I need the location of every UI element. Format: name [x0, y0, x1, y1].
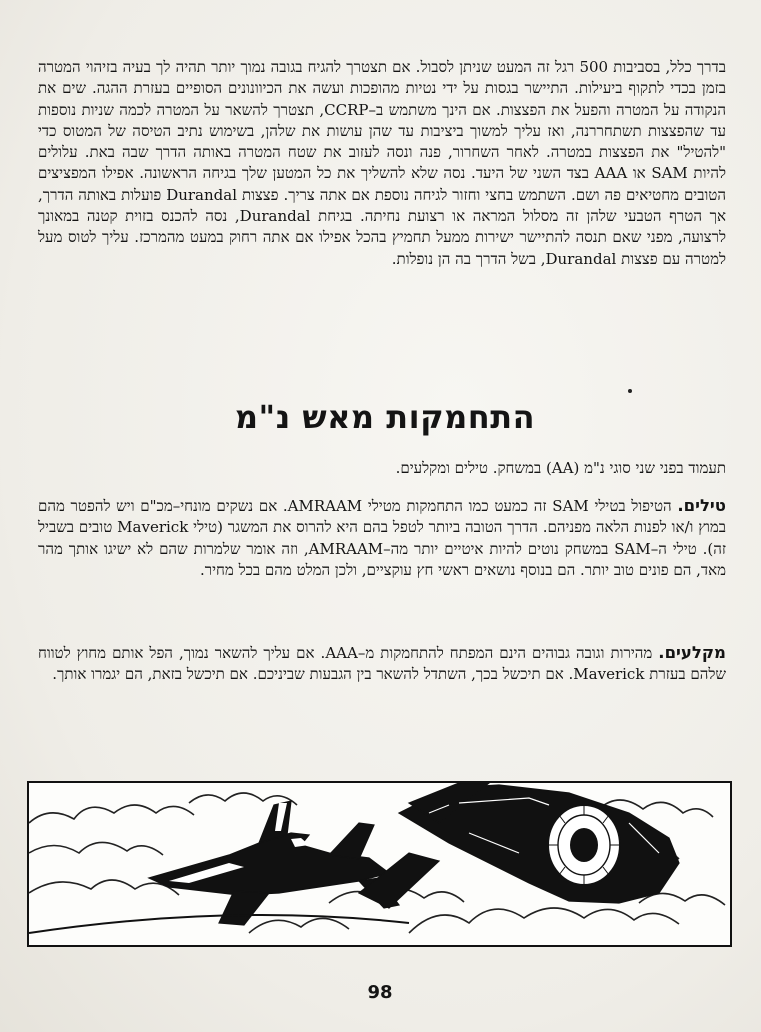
jets-illustration — [27, 781, 732, 947]
section-lead: תעמוד בפני שני סוגי נ"מ (AA) במשחק. טילים ומקלעים. — [395, 459, 726, 477]
stray-mark — [628, 389, 632, 393]
section-title: התחמקות מאש נ"מ — [234, 398, 536, 436]
page-number: 98 — [367, 982, 393, 1003]
missiles-text: הטיפול בטילי SAM זה כמעט כמו התחמקות מטילי AMRAAM. אם נשקים מונחי–מכ"ם ויש להפטר מהם במוץ ו/או לפנות הלאה מפניהם. הדרך הטובה ביותר לטפל בהם היא להרוס את המשגר (טילי Maverick טובים בשביל זה). טילי ה–SAM במשחק נוטים להיות איטיים יותר מה–AMRAAM, וזה אומר שלמרות שהם לא ישיגו אותך מהר מאד, הם פונים טוב יותר. הם בנוסף נושאים ראשי חץ עוקציים, ולכן המלט מהם בכל מחיר. — [38, 497, 727, 579]
missiles-term: טילים. — [677, 496, 726, 515]
guns-term: מקלעים. — [658, 643, 726, 662]
guns-text: מהירות וגובה גבוהים הינם המפתח להתחמקות מ–AAA. אם עליך להשאר נמוך, הפל אותם מחוץ לטווח שלהם בעזרת Maverick. אם תיכשל בכך, השתדל להשאר בין הגבעות שביניכם. אם תיכשל בזאת, הם יגמרו אותך. — [38, 644, 726, 684]
missiles-paragraph — [38, 495, 726, 581]
guns-paragraph — [38, 642, 726, 686]
intro-paragraph: בדרך כלל, בסביבות 500 רגל זה המעט שניתן לסבול. אם תצטרך להגיח בגובה נמוך יותר תהיה לך בעיה בזיהוי המטרה בזמן בכדי לתקוף ביעילות. התיישר בגסות על ידי נטיות מהופכות ועשה את הכיוונונים הסופיים בעזרת ההגה. שים את הנקודה על המטרה והפעל את הפצצות. אם הינך משתמש ב–CCRP, תצטרך להשאר על המטרה לכמה שניות נוספות עד שהפצצות תשתחררנה, ואז עליך למשוך ביציבות עד שהן עושות את שלהן, בשימוש נתיב הטיסה של המטוס כדי "להטיל" את הפצצות במטרה. לאחר השחרור, פנה ונסה לעזוב את שטח המטרה באותה הדרך שבה באת. עלולים להיות SAM או AAA בצד השני של היעד. נסה שלא להשליך את כל המטען שלך בגיחה הראשונה. אפילו המפציצים הטובים מחטיאים פה ושם. השתמש בחצי וחזור לגיחה נוספת אם אתה צריך. פצצות Durandal פועלות באותה הדרך, אך הטרף הטבעי שלהן זה מסלול המראה או רצועת נחיתה. בגיחת Durandal, נסה להכנס בזוית קטנה במאונך לרצועה, מפני שאם תנסה להתיישר ישירות ממעל תחמיץ בהכל אפילו אם אתה רחוק במעט מהמרכז. עליך לטוס מעל למטרה עם פצצות Durandal, בשל הדרך בה הן נופלות. — [38, 58, 726, 268]
